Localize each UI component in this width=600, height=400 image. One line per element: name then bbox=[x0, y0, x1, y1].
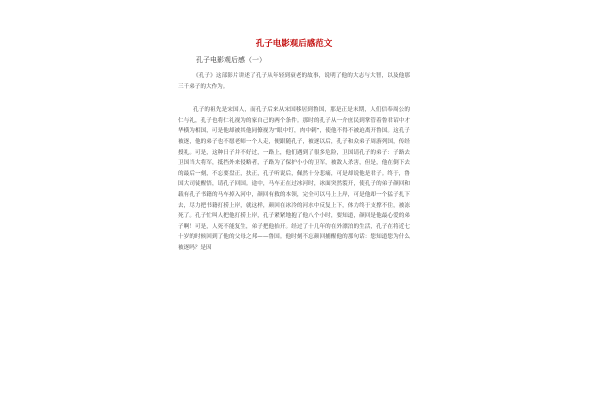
document-page bbox=[178, 38, 410, 254]
paragraph-body: 孔子的祖先是宋国人，而孔子后来从宋国移居到鲁国，那是正是末期，人们信奉周公的仁与礼，孔子也将仁礼视为的家自己的两个条件。那时的孔子从一介庶民到掌管着鲁君诏中才华横为相国，可是他却被其他同僚视为“眼中钉，肉中刺”，使他不得不被迫离开鲁国。这孔子被逐，他的弟子也不愿老师一个人走，便跟随孔子，被逐以后，孔子和众弟子周游列国，传经授礼。可是，这种日子并不好过，一路上，他们遇到了很多危险，卫国请孔子的弟子：子路去卫国当大将军，抵挡外来侵略者，子路为了保护小小的卫军，被敌人杀害，但是，他在倒下去的最后一刻，不忘要盘正，扶正，孔子听说后，佩然十分悲痛，可是却说他是君子。终于，鲁国大司徒醒悟，请孔子回国。途中，马车正在过冰河时，冰面突然裂开，使孔子的弟子颜回和载有孔子书籍的马车掉入河中，颜回有救的本领，完全可以马上上岸，可是他却一个猛子扎下去，尽力把书籍打捞上岸，就这样，颜回在冰冷的河水中反复上下，体力终于支撑不住，被冻死了。孔子忙叫人把他打捞上岸，孔子紧紧地抱了他八个小时，要知道，颜回是他最心爱的弟子啊！可是，人死不能复生，弟子把他抬开。经过了十几年的在外漂泊的生活，孔子在将近七十岁的时候回到了他的父母之邦——鲁国。他时刻不忘颜回捕醒他的那句话：您知道您为什么被逐吗？是因 bbox=[178, 107, 410, 251]
document-title: 孔子电影观后感范文 bbox=[255, 39, 333, 49]
document-subtitle: 孔子电影观后感（一） bbox=[196, 56, 266, 64]
paragraph-intro: 《孔子》这部影片讲述了孔子从年轻到衰老的故事，说明了他的大志与大智，以及他那三千弟子的大作为。 bbox=[178, 73, 410, 90]
